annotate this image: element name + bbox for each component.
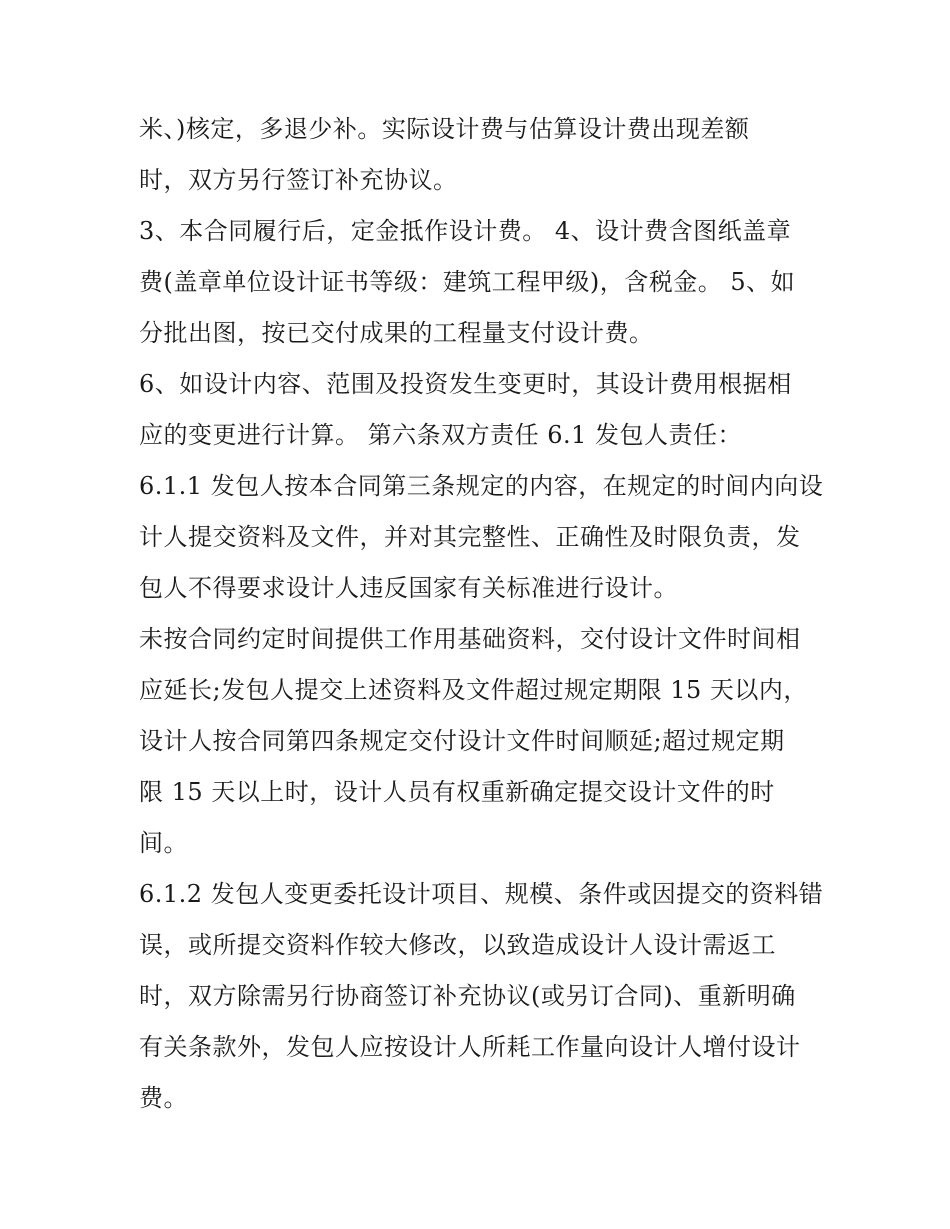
text-line: 费(盖章单位设计证书等级：建筑工程甲级)，含税金。 5、如 [139, 268, 796, 296]
text-line: 应延长;发包人提交上述资料及文件超过规定期限 15 天以内， [139, 676, 808, 704]
document-body [139, 104, 824, 1124]
text-line: 时，双方除需另行协商签订补充协议(或另订合同)、重新明确 [139, 982, 796, 1010]
text-line: 包人不得要求设计人违反国家有关标准进行设计。 [139, 574, 678, 602]
text-line: 有关条款外，发包人应按设计人所耗工作量向设计人增付设计 [139, 1033, 801, 1061]
text-line: 设计人按合同第四条规定交付设计文件时间顺延;超过规定期 [139, 727, 785, 755]
text-line: 计人提交资料及文件，并对其完整性、正确性及时限负责，发 [139, 523, 801, 551]
text-line: 6.1.1 发包人按本合同第三条规定的内容，在规定的时间内向设 [139, 472, 824, 500]
text-line: 分批出图，按已交付成果的工程量支付设计费。 [139, 319, 654, 347]
text-line: 间。 [139, 829, 188, 857]
text-line: 未按合同约定时间提供工作用基础资料，交付设计文件时间相 [139, 625, 801, 653]
text-line: 6、如设计内容、范围及投资发生变更时，其设计费用根据相 [139, 370, 792, 398]
text-line: 限 15 天以上时，设计人员有权重新确定提交设计文件的时 [139, 778, 775, 806]
text-line: 3、本合同履行后，定金抵作设计费。 4、设计费含图纸盖章 [139, 217, 792, 245]
text-line: 6.1.2 发包人变更委托设计项目、规模、条件或因提交的资料错 [139, 880, 824, 908]
text-line: 应的变更进行计算。 第六条双方责任 6.1 发包人责任： [139, 421, 743, 449]
text-line: 费。 [139, 1084, 188, 1112]
text-line: 误，或所提交资料作较大修改，以致造成设计人设计需返工 [139, 931, 776, 959]
text-line: 米、)核定，多退少补。实际设计费与估算设计费出现差额 [139, 115, 750, 143]
text-line: 时，双方另行签订补充协议。 [139, 166, 458, 194]
